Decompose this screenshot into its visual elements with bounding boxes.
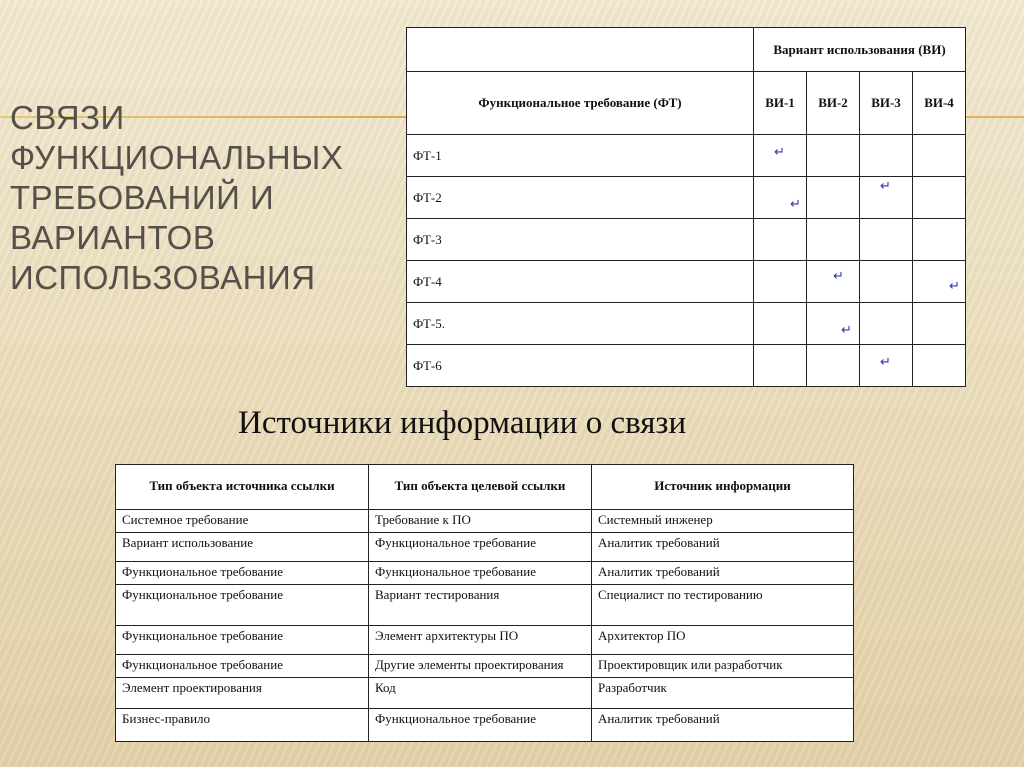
matrix-row-header: Функциональное требование (ФТ): [407, 72, 754, 135]
link-mark-icon: ↵: [774, 145, 785, 160]
matrix-column-header: ВИ-1: [754, 72, 807, 135]
matrix-row: [407, 261, 966, 303]
link-mark-icon: ↵: [841, 323, 852, 338]
matrix-cell: [860, 261, 913, 303]
table-cell: Системное требование: [116, 510, 369, 533]
table-cell: Проектировщик или разработчик: [592, 655, 854, 678]
title-line: ФУНКЦИОНАЛЬНЫХ: [10, 139, 344, 176]
matrix-row: [407, 303, 966, 345]
matrix-cell: [754, 219, 807, 261]
matrix-cell: [860, 303, 913, 345]
matrix-cell: [807, 345, 860, 387]
table-cell: Код: [369, 678, 592, 709]
matrix-cell: [807, 177, 860, 219]
table-row: [116, 562, 854, 585]
matrix-corner-cell: [407, 28, 754, 72]
link-mark-icon: ↵: [833, 269, 844, 284]
table-cell: Функциональное требование: [116, 562, 369, 585]
matrix-row-label: ФТ-4: [407, 261, 754, 303]
table-row: [116, 678, 854, 709]
matrix-column-header: ВИ-2: [807, 72, 860, 135]
matrix-column-header: ВИ-3: [860, 72, 913, 135]
link-mark-icon: ↵: [880, 355, 891, 370]
matrix-row-label: ФТ-3: [407, 219, 754, 261]
table-cell: Вариант тестирования: [369, 585, 592, 626]
matrix-cell: [860, 177, 913, 219]
table-cell: Специалист по тестированию: [592, 585, 854, 626]
table-cell: Функциональное требование: [116, 585, 369, 626]
table-cell: Разработчик: [592, 678, 854, 709]
table-row: [116, 585, 854, 626]
matrix-cell: [807, 303, 860, 345]
table-cell: Требование к ПО: [369, 510, 592, 533]
matrix-cell: [754, 261, 807, 303]
table-row: [116, 510, 854, 533]
matrix-cell: [860, 345, 913, 387]
table-cell: Аналитик требований: [592, 562, 854, 585]
matrix-row-label: ФТ-6: [407, 345, 754, 387]
table-header: Тип объекта целевой ссылки: [369, 465, 592, 510]
table-row: [116, 626, 854, 655]
table-cell: Функциональное требование: [369, 562, 592, 585]
title-line: ВАРИАНТОВ: [10, 219, 216, 256]
table-cell: Аналитик требований: [592, 533, 854, 562]
table-row: [116, 709, 854, 742]
table-cell: Функциональное требование: [369, 709, 592, 742]
matrix-cell: [807, 219, 860, 261]
table-cell: Бизнес-правило: [116, 709, 369, 742]
sources-table: [115, 464, 854, 742]
matrix-cell: [913, 345, 966, 387]
matrix-cell: [913, 261, 966, 303]
link-mark-icon: ↵: [880, 179, 891, 194]
table-header: Источник информации: [592, 465, 854, 510]
matrix-cell: [913, 135, 966, 177]
matrix-row-label: ФТ-5.: [407, 303, 754, 345]
slide-title: [10, 98, 390, 298]
table-cell: Элемент архитектуры ПО: [369, 626, 592, 655]
matrix-cell: [754, 303, 807, 345]
table-row: [116, 533, 854, 562]
title-line: СВЯЗИ: [10, 99, 125, 136]
table-cell: Элемент проектирования: [116, 678, 369, 709]
matrix-cell: [913, 303, 966, 345]
table-cell: Другие элементы проектирования: [369, 655, 592, 678]
matrix-cell: [754, 135, 807, 177]
matrix-cell: [754, 345, 807, 387]
link-mark-icon: ↵: [949, 279, 960, 294]
matrix-cell: [913, 219, 966, 261]
matrix-cell: [860, 219, 913, 261]
matrix-cell: [807, 261, 860, 303]
matrix-row: [407, 135, 966, 177]
title-line: ТРЕБОВАНИЙ И: [10, 179, 275, 216]
link-mark-icon: ↵: [790, 197, 801, 212]
traceability-matrix: [406, 27, 966, 387]
section-subtitle: Источники информации о связи: [238, 405, 687, 441]
table-row: [116, 655, 854, 678]
table-cell: Аналитик требований: [592, 709, 854, 742]
title-line: ИСПОЛЬЗОВАНИЯ: [10, 259, 316, 296]
matrix-column-header: ВИ-4: [913, 72, 966, 135]
matrix-row-label: ФТ-2: [407, 177, 754, 219]
matrix-cell: [860, 135, 913, 177]
matrix-cell: [913, 177, 966, 219]
table-cell: Функциональное требование: [369, 533, 592, 562]
table-header: Тип объекта источника ссылки: [116, 465, 369, 510]
table-cell: Архитектор ПО: [592, 626, 854, 655]
matrix-cell: [807, 135, 860, 177]
matrix-group-header: Вариант использования (ВИ): [754, 28, 966, 72]
matrix-row: [407, 345, 966, 387]
matrix-row: [407, 219, 966, 261]
table-cell: Функциональное требование: [116, 655, 369, 678]
matrix-row: [407, 177, 966, 219]
table-cell: Системный инженер: [592, 510, 854, 533]
matrix-cell: [754, 177, 807, 219]
table-cell: Функциональное требование: [116, 626, 369, 655]
matrix-row-label: ФТ-1: [407, 135, 754, 177]
table-cell: Вариант использование: [116, 533, 369, 562]
